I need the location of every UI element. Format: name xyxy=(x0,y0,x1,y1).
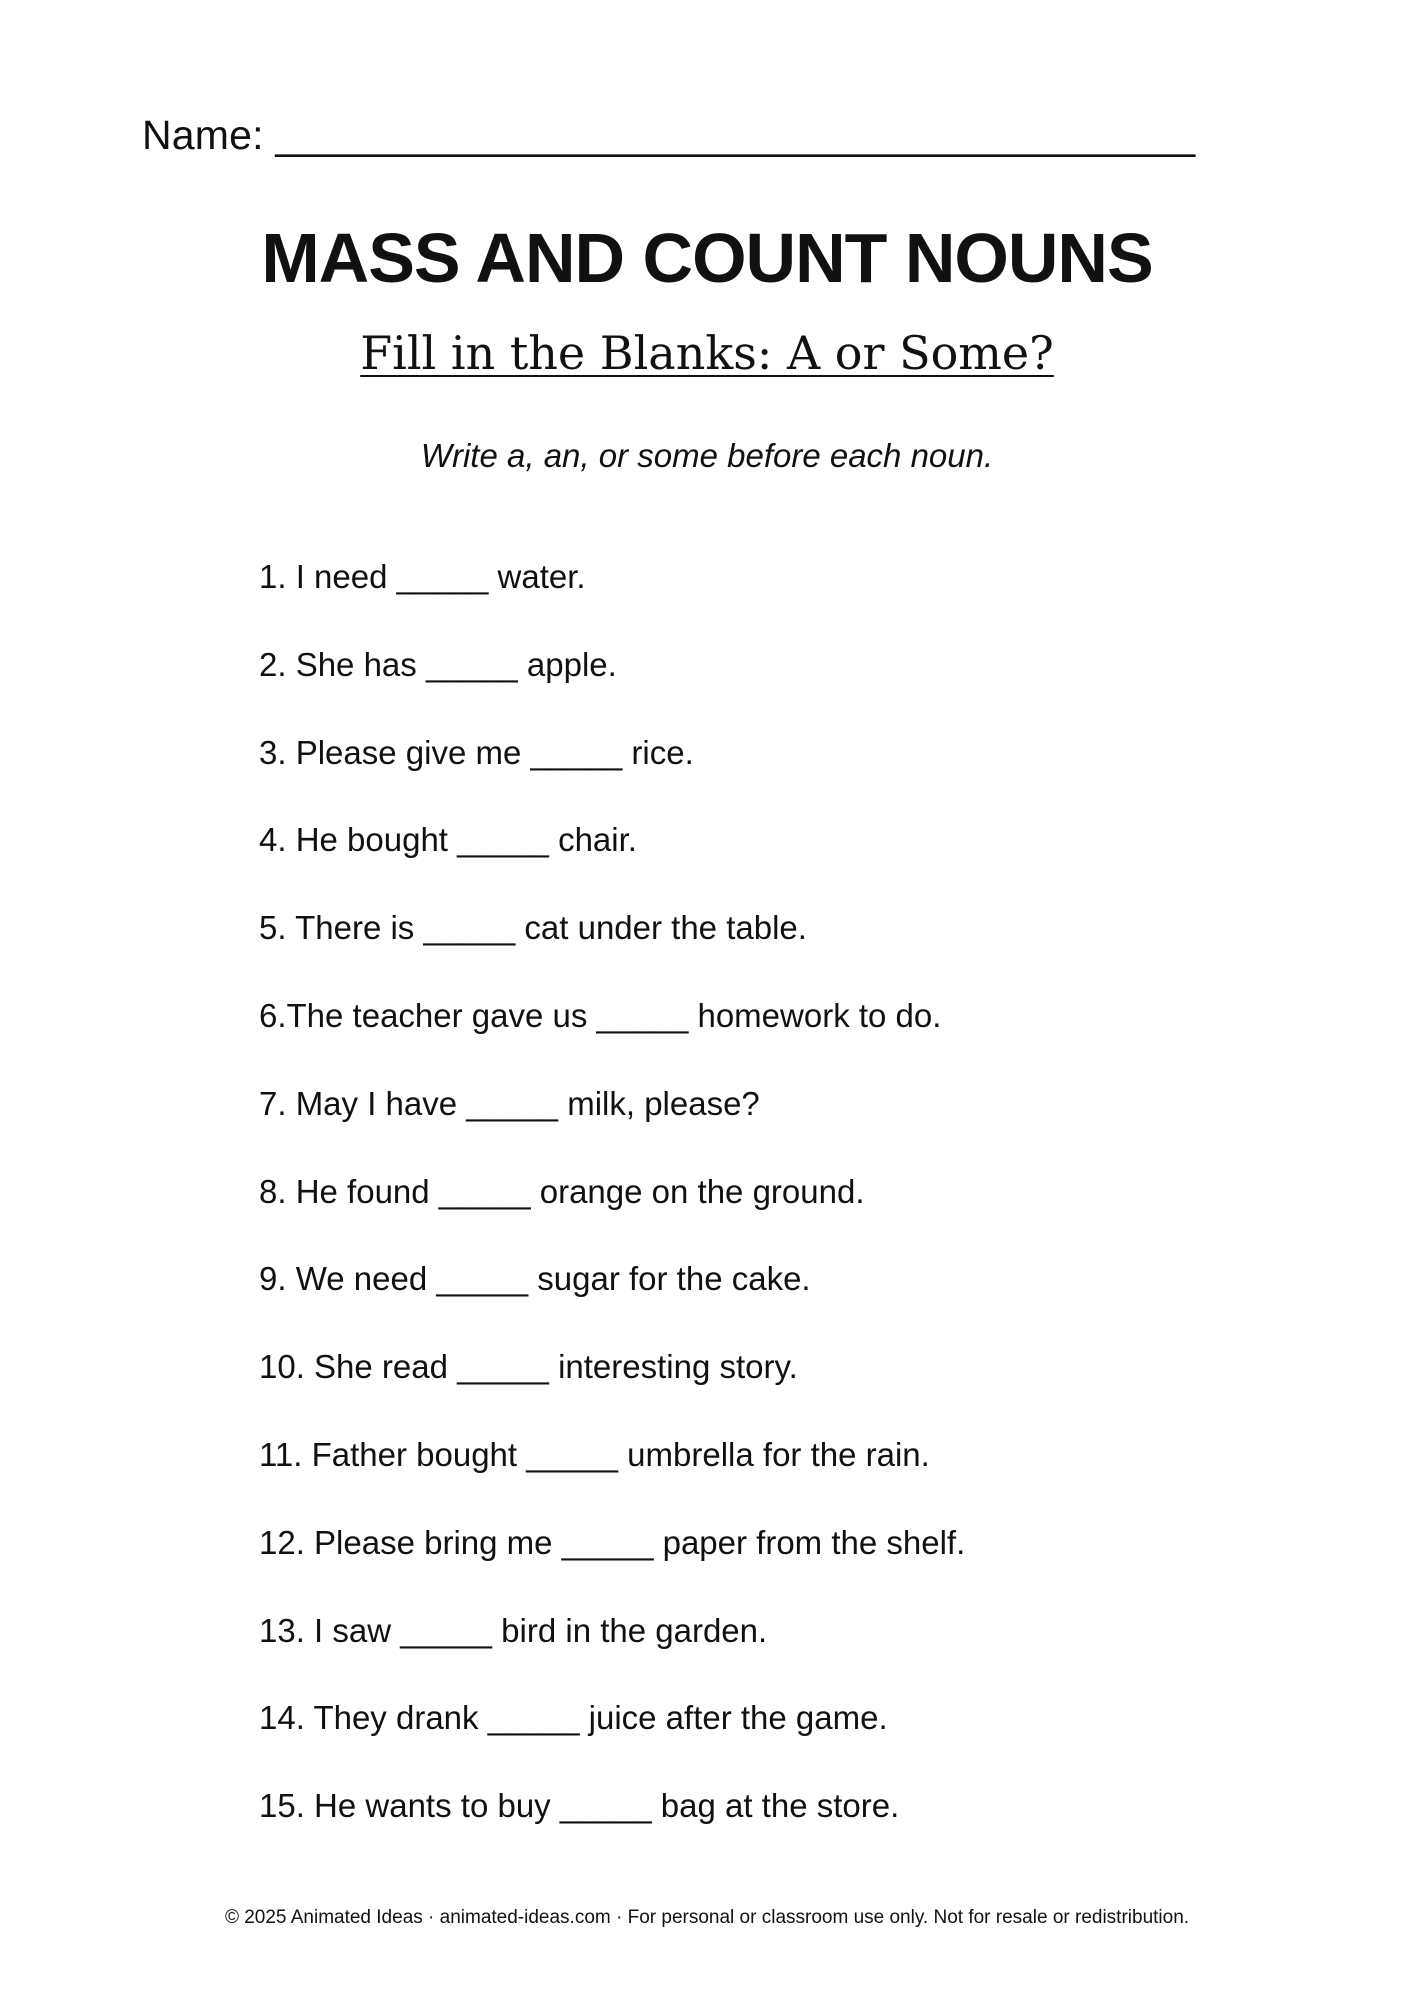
question-list xyxy=(259,556,965,1873)
question-item: 3. Please give me _____ rice. xyxy=(259,733,694,771)
question-item: 2. She has _____ apple. xyxy=(259,645,617,683)
question-item: 9. We need _____ sugar for the cake. xyxy=(259,1260,811,1298)
question-item: 4. He bought _____ chair. xyxy=(259,821,637,859)
page-title: MASS AND COUNT NOUNS xyxy=(261,219,1153,297)
copyright-footer: © 2025 Animated Ideas · animated-ideas.com · For personal or classroom use only. Not for resale or redistribution. xyxy=(224,1907,1190,1928)
name-field-line: Name: ________________________________________ xyxy=(142,112,1196,158)
instructions-text: Write a, an, or some before each noun. xyxy=(420,437,994,474)
question-item: 13. I saw _____ bird in the garden. xyxy=(259,1611,768,1649)
question-item: 11. Father bought _____ umbrella for the rain. xyxy=(259,1435,930,1473)
question-item: 8. He found _____ orange on the ground. xyxy=(259,1172,865,1210)
question-item: 5. There is _____ cat under the table. xyxy=(259,909,807,947)
question-item: 6.The teacher gave us _____ homework to do. xyxy=(259,996,942,1034)
question-item: 1. I need _____ water. xyxy=(259,558,586,595)
page-subtitle: Fill in the Blanks: A or Some? xyxy=(360,326,1054,380)
question-item: 10. She read _____ interesting story. xyxy=(259,1348,798,1386)
question-item: 15. He wants to buy _____ bag at the store. xyxy=(259,1787,900,1825)
question-item: 14. They drank _____ juice after the game. xyxy=(259,1699,888,1737)
question-item: 12. Please bring me _____ paper from the shelf. xyxy=(259,1523,966,1561)
question-item: 7. May I have _____ milk, please? xyxy=(259,1084,760,1122)
